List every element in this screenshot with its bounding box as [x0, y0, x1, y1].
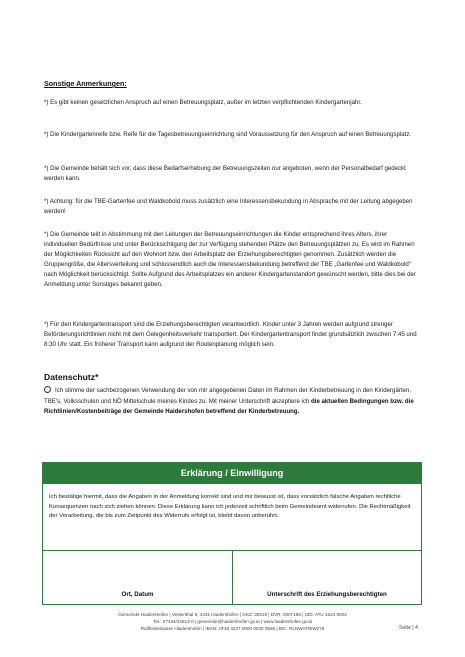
- consent-text-bold: die aktuellen Bedingungen bzw. die Richtlinien/Kostenbeiträge der Gemeinde Haidershofen betreffend der Kinderbetreuung.: [44, 397, 414, 416]
- consent-text: Ich stimme der sachbezogenen Verwendung der von mir angegebenen Daten im Rahmen der Kinderbetreuung in den Kindergärten, TBE's, Volksschulen und NÖ Mittelschule meines Kindes zu. Mit meiner Unterschrift akzeptiere ich: [44, 387, 412, 405]
- signature-row: [43, 551, 421, 604]
- consent-radio[interactable]: [44, 386, 51, 393]
- note-item: *) Die Gemeinde behält sich vor, dass diese Bedarfserhebung der Betreuungszeiten nur angeboten, wenn der Personalbedarf gedeckt werden kann.: [44, 165, 406, 182]
- page-number: Seite | 4: [399, 625, 418, 631]
- page-footer: [60, 611, 405, 632]
- declaration-text: Ich bestätige hiermit, dass die Angaben in der Anmeldung korrekt sind und mir bewusst ist, dass vorsätzlich falsche Angaben rechtliche Konsequenzen nach sich ziehen können. Diese Erklärung kann ich jederzeit schriftlich beim Gemeindeamt widerrufen. Die Rechtmäßigkeit der Verarbeitung, die bis zum Zeitpunkt des Widerrufs erfolgt ist, bleibt davon unberührt.: [43, 484, 421, 551]
- datenschutz-title: Datenschutz*: [44, 372, 99, 382]
- guardian-signature-field[interactable]: Unterschrift des Erziehungsberechtigten: [267, 591, 387, 598]
- datenschutz-consent: [44, 386, 424, 418]
- footer-line: Raiffeisenkasse Haidershofen | IBAN: AT48 3227 0000 0030 0566 | BIC: RLNWATWW278: [140, 626, 325, 631]
- declaration-title: Erklärung / Einwilligung: [43, 463, 421, 484]
- place-date-field[interactable]: Ort, Datum: [121, 591, 154, 598]
- declaration-box: [42, 462, 422, 605]
- note-item: *) Die Kindergartenreife bzw. Reife für die Tagesbetreuungseinrichtung sind Voraussetzung für den Anspruch auf einen Betreuungsplatz.: [44, 131, 412, 138]
- notes-title: Sonstige Anmerkungen:: [44, 79, 127, 88]
- footer-line: Gemeinde Haidershofen | Vestenthal 8, 4431 Haidershofen | GKZ: 30515 | DVR: 0007188 | UID: ATU 1624 9003: [118, 612, 347, 617]
- note-item: *) Achtung: für die TBE-Gartenfee und Waldkobold muss zusätzlich eine Interessensbekundung in Absprache mit der Leitung abgegeben werden!: [44, 198, 413, 215]
- footer-line: Tel.: 07434/42813-0 | gemeinde@haidershofen.gv.at | www.haidershofen.gv.at: [153, 619, 312, 624]
- note-item: *) Die Gemeinde teilt in Abstimmung mit den Leitungen der Betreuungseinrichtungen die Kinder entsprechend ihres Alters, ihrer individuellen Bedürfnisse und unter Berücksichtigung der zur Verfügung stehenden Plätze den Betreuungsplätzen zu. Es wird im Rahmen der Möglichkeiten Rücksicht auf den Wohnort bzw. den Arbeitsplatz der Erziehungsberechtigten genommen. Zusätzlich werden die Gruppengröße, die Altersverteilung und schlussendlich auch die Interessensbekundung betreffend der TBE „Gartenfee und Waldkobold“ nach Möglichkeit berücksichtigt. Sollte Aufgrund des Arbeitsplatzes ein anderer Kindergartenstandort gewünscht werden, bitte dies bei der Anmeldung unter Sonstiges bekannt geben.: [44, 231, 416, 288]
- note-item: *) Für den Kindergartentransport sind die Erziehungsberechtigten verantwortlich. Kinder unter 3 Jahren werden aufgrund strenger Beförderungsrichtlinien nicht mit dem Gelegenheitsverkehr transportiert. Der Kindergartentransport findet grundsätzlich zwischen 7:45 und 8:30 Uhr statt. Ein früherer Transport kann aufgrund der Routenplanung möglich sein.: [44, 321, 417, 348]
- note-item: *) Es gibt keinen gesetzlichen Anspruch auf einen Betreuungsplatz, außer im letzten verpflichtenden Kindergartenjahr.: [44, 99, 362, 106]
